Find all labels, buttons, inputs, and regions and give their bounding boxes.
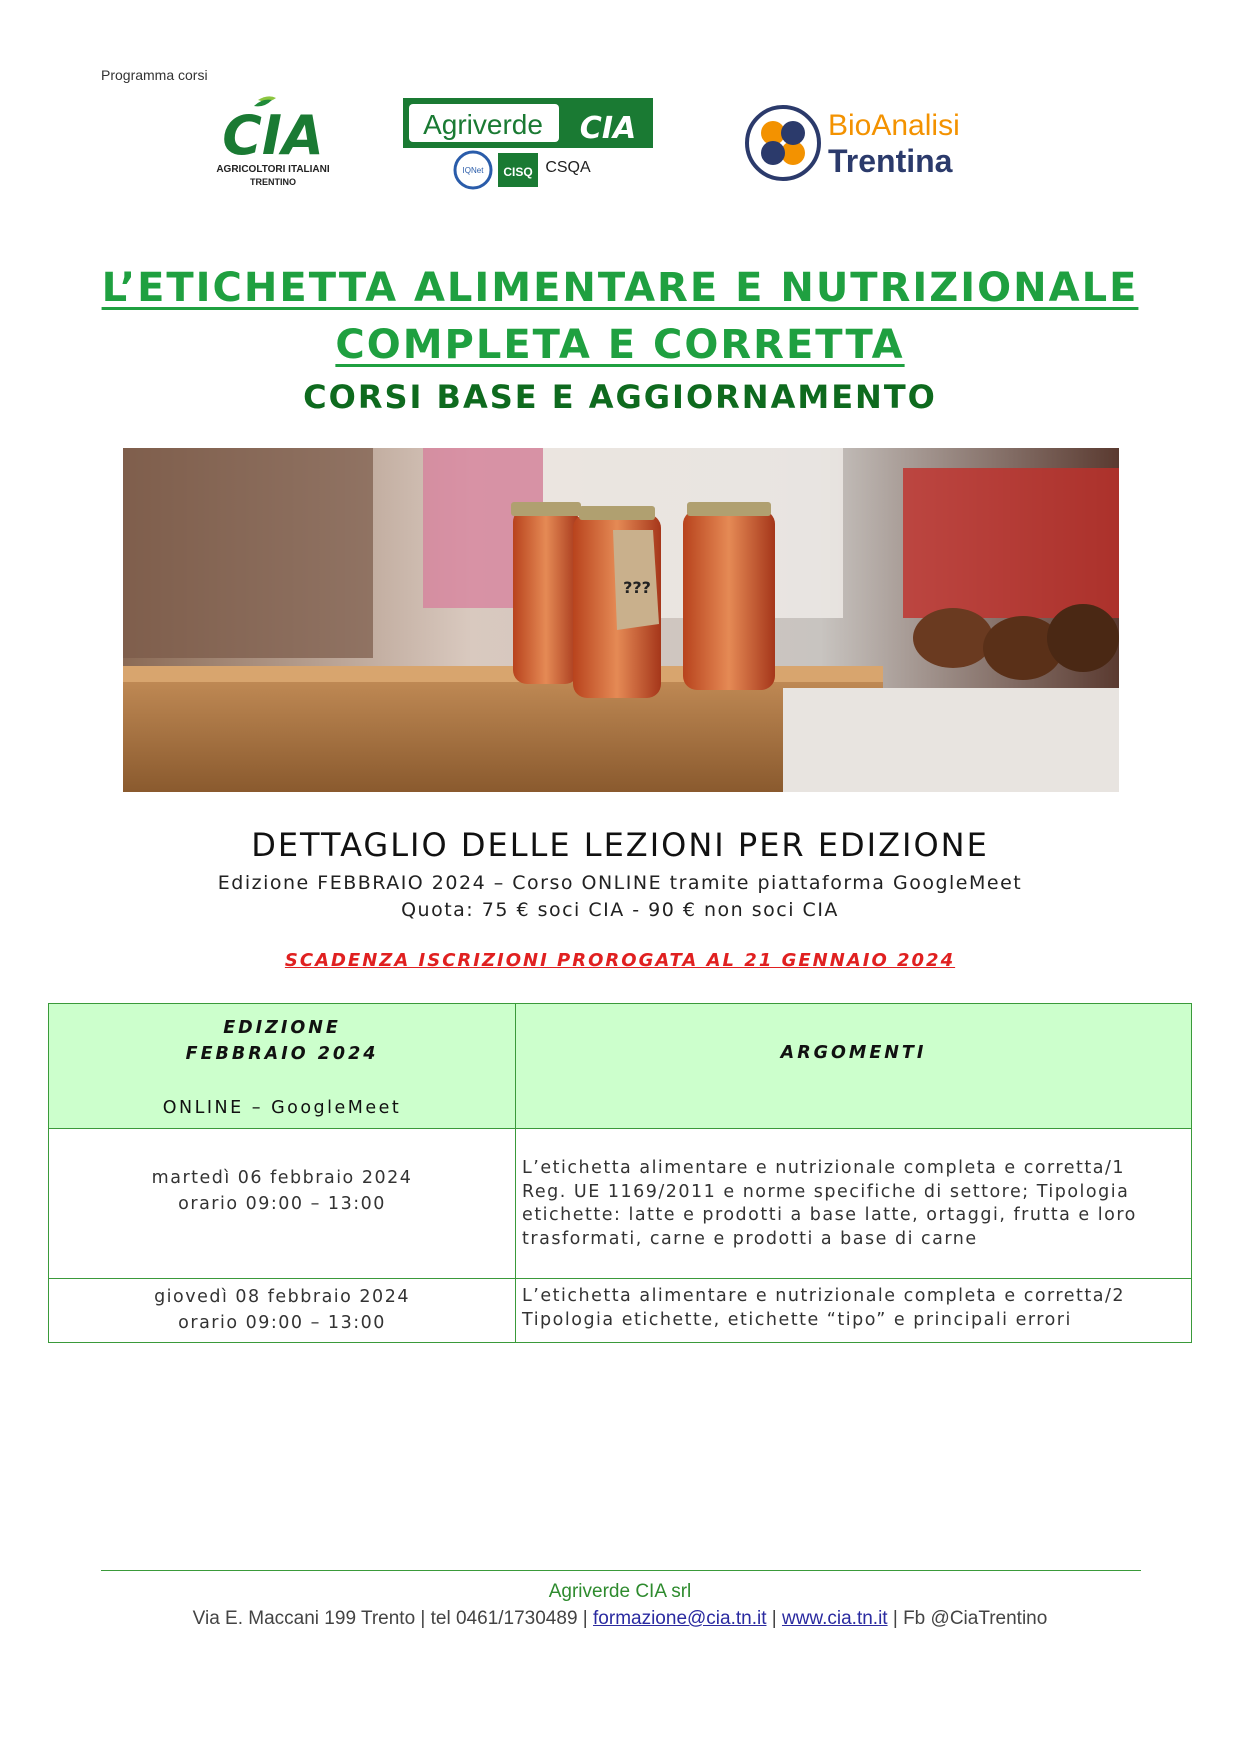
header-topics-label: ARGOMENTI [780, 1043, 927, 1063]
footer-separator: | [771, 1608, 777, 1629]
lesson-topic-cell [516, 1129, 1192, 1279]
agriverde-logo [403, 98, 653, 190]
deadline-notice: SCADENZA ISCRIZIONI PROROGATA AL 21 GENNAIO 2024 [284, 950, 956, 971]
topic-line: trasformati, carne e prodotti a base di carne [522, 1228, 978, 1249]
title-line3: CORSI BASE E AGGIORNAMENTO [303, 378, 937, 416]
topic-line: L’etichetta alimentare e nutrizionale completa e corretta/2 [522, 1286, 1125, 1306]
bioanalisi-line2: Trentina [828, 143, 953, 179]
lessons-table [48, 1003, 1192, 1343]
topic-line: Tipologia etichette, etichette “tipo” e principali errori [522, 1309, 1072, 1330]
jars-photo [123, 448, 1119, 792]
agriverde-cert3: CSQA [545, 159, 591, 176]
lesson-topic-cell [516, 1279, 1192, 1343]
fee-line: Quota: 75 € soci CIA - 90 € non soci CIA [401, 899, 839, 921]
footer-contacts [0, 1608, 1240, 1630]
cia-line1: AGRICOLTORI ITALIANI [216, 164, 330, 175]
footer-divider [101, 1570, 1141, 1571]
footer-email-link[interactable]: formazione@cia.tn.it [593, 1608, 767, 1629]
edition-line: Edizione FEBBRAIO 2024 – Corso ONLINE tramite piattaforma GoogleMeet [217, 872, 1023, 894]
lesson-date: martedì 06 febbraio 2024 [151, 1168, 413, 1188]
cia-mark: CIA [222, 104, 324, 167]
cia-logo [208, 92, 338, 192]
header-edition-mode: ONLINE – GoogleMeet [162, 1098, 402, 1118]
bioanalisi-line1: BioAnalisi [828, 109, 960, 142]
footer-address: Via E. Maccani 199 Trento | tel 0461/1730489 | [192, 1608, 588, 1629]
table-row [49, 1279, 1192, 1343]
table-header-row [49, 1004, 1192, 1129]
footer-company: Agriverde CIA srl [548, 1581, 692, 1602]
bioanalisi-logo [743, 100, 1013, 186]
topic-line: etichette: latte e prodotti a base latte, ortaggi, frutta e loro [522, 1205, 1137, 1225]
lesson-date-cell [49, 1129, 516, 1279]
agriverde-name: Agriverde [423, 109, 543, 140]
header-edition-month: FEBBRAIO 2024 [185, 1044, 379, 1064]
details-heading: DETTAGLIO DELLE LEZIONI PER EDIZIONE [251, 826, 989, 864]
topic-line: L’etichetta alimentare e nutrizionale completa e corretta/1 [522, 1158, 1125, 1178]
table-row [49, 1129, 1192, 1279]
agriverde-mark: CIA [579, 111, 637, 146]
lesson-time: orario 09:00 – 13:00 [178, 1313, 386, 1333]
title-line2: COMPLETA E CORRETTA [335, 322, 905, 368]
lesson-time: orario 09:00 – 13:00 [178, 1194, 386, 1214]
lesson-date: giovedì 08 febbraio 2024 [154, 1287, 410, 1307]
agriverde-cert1: IQNet [462, 166, 484, 175]
jar-tag-text: ??? [623, 578, 651, 597]
cia-line2: TRENTINO [250, 177, 296, 187]
header-label: Programma corsi [101, 67, 208, 83]
lesson-date-cell [49, 1279, 516, 1343]
topic-line: Reg. UE 1169/2011 e norme specifiche di settore; Tipologia [522, 1181, 1130, 1202]
footer-social: | Fb @CiaTrentino [892, 1608, 1048, 1629]
header-edition-label: EDIZIONE [223, 1018, 341, 1038]
agriverde-cert2: CISQ [503, 165, 533, 179]
title-line1: L’ETICHETTA ALIMENTARE E NUTRIZIONALE [101, 265, 1139, 311]
footer-website-link[interactable]: www.cia.tn.it [781, 1608, 888, 1629]
header-topics-cell [516, 1004, 1192, 1129]
header-edition-cell [49, 1004, 516, 1129]
